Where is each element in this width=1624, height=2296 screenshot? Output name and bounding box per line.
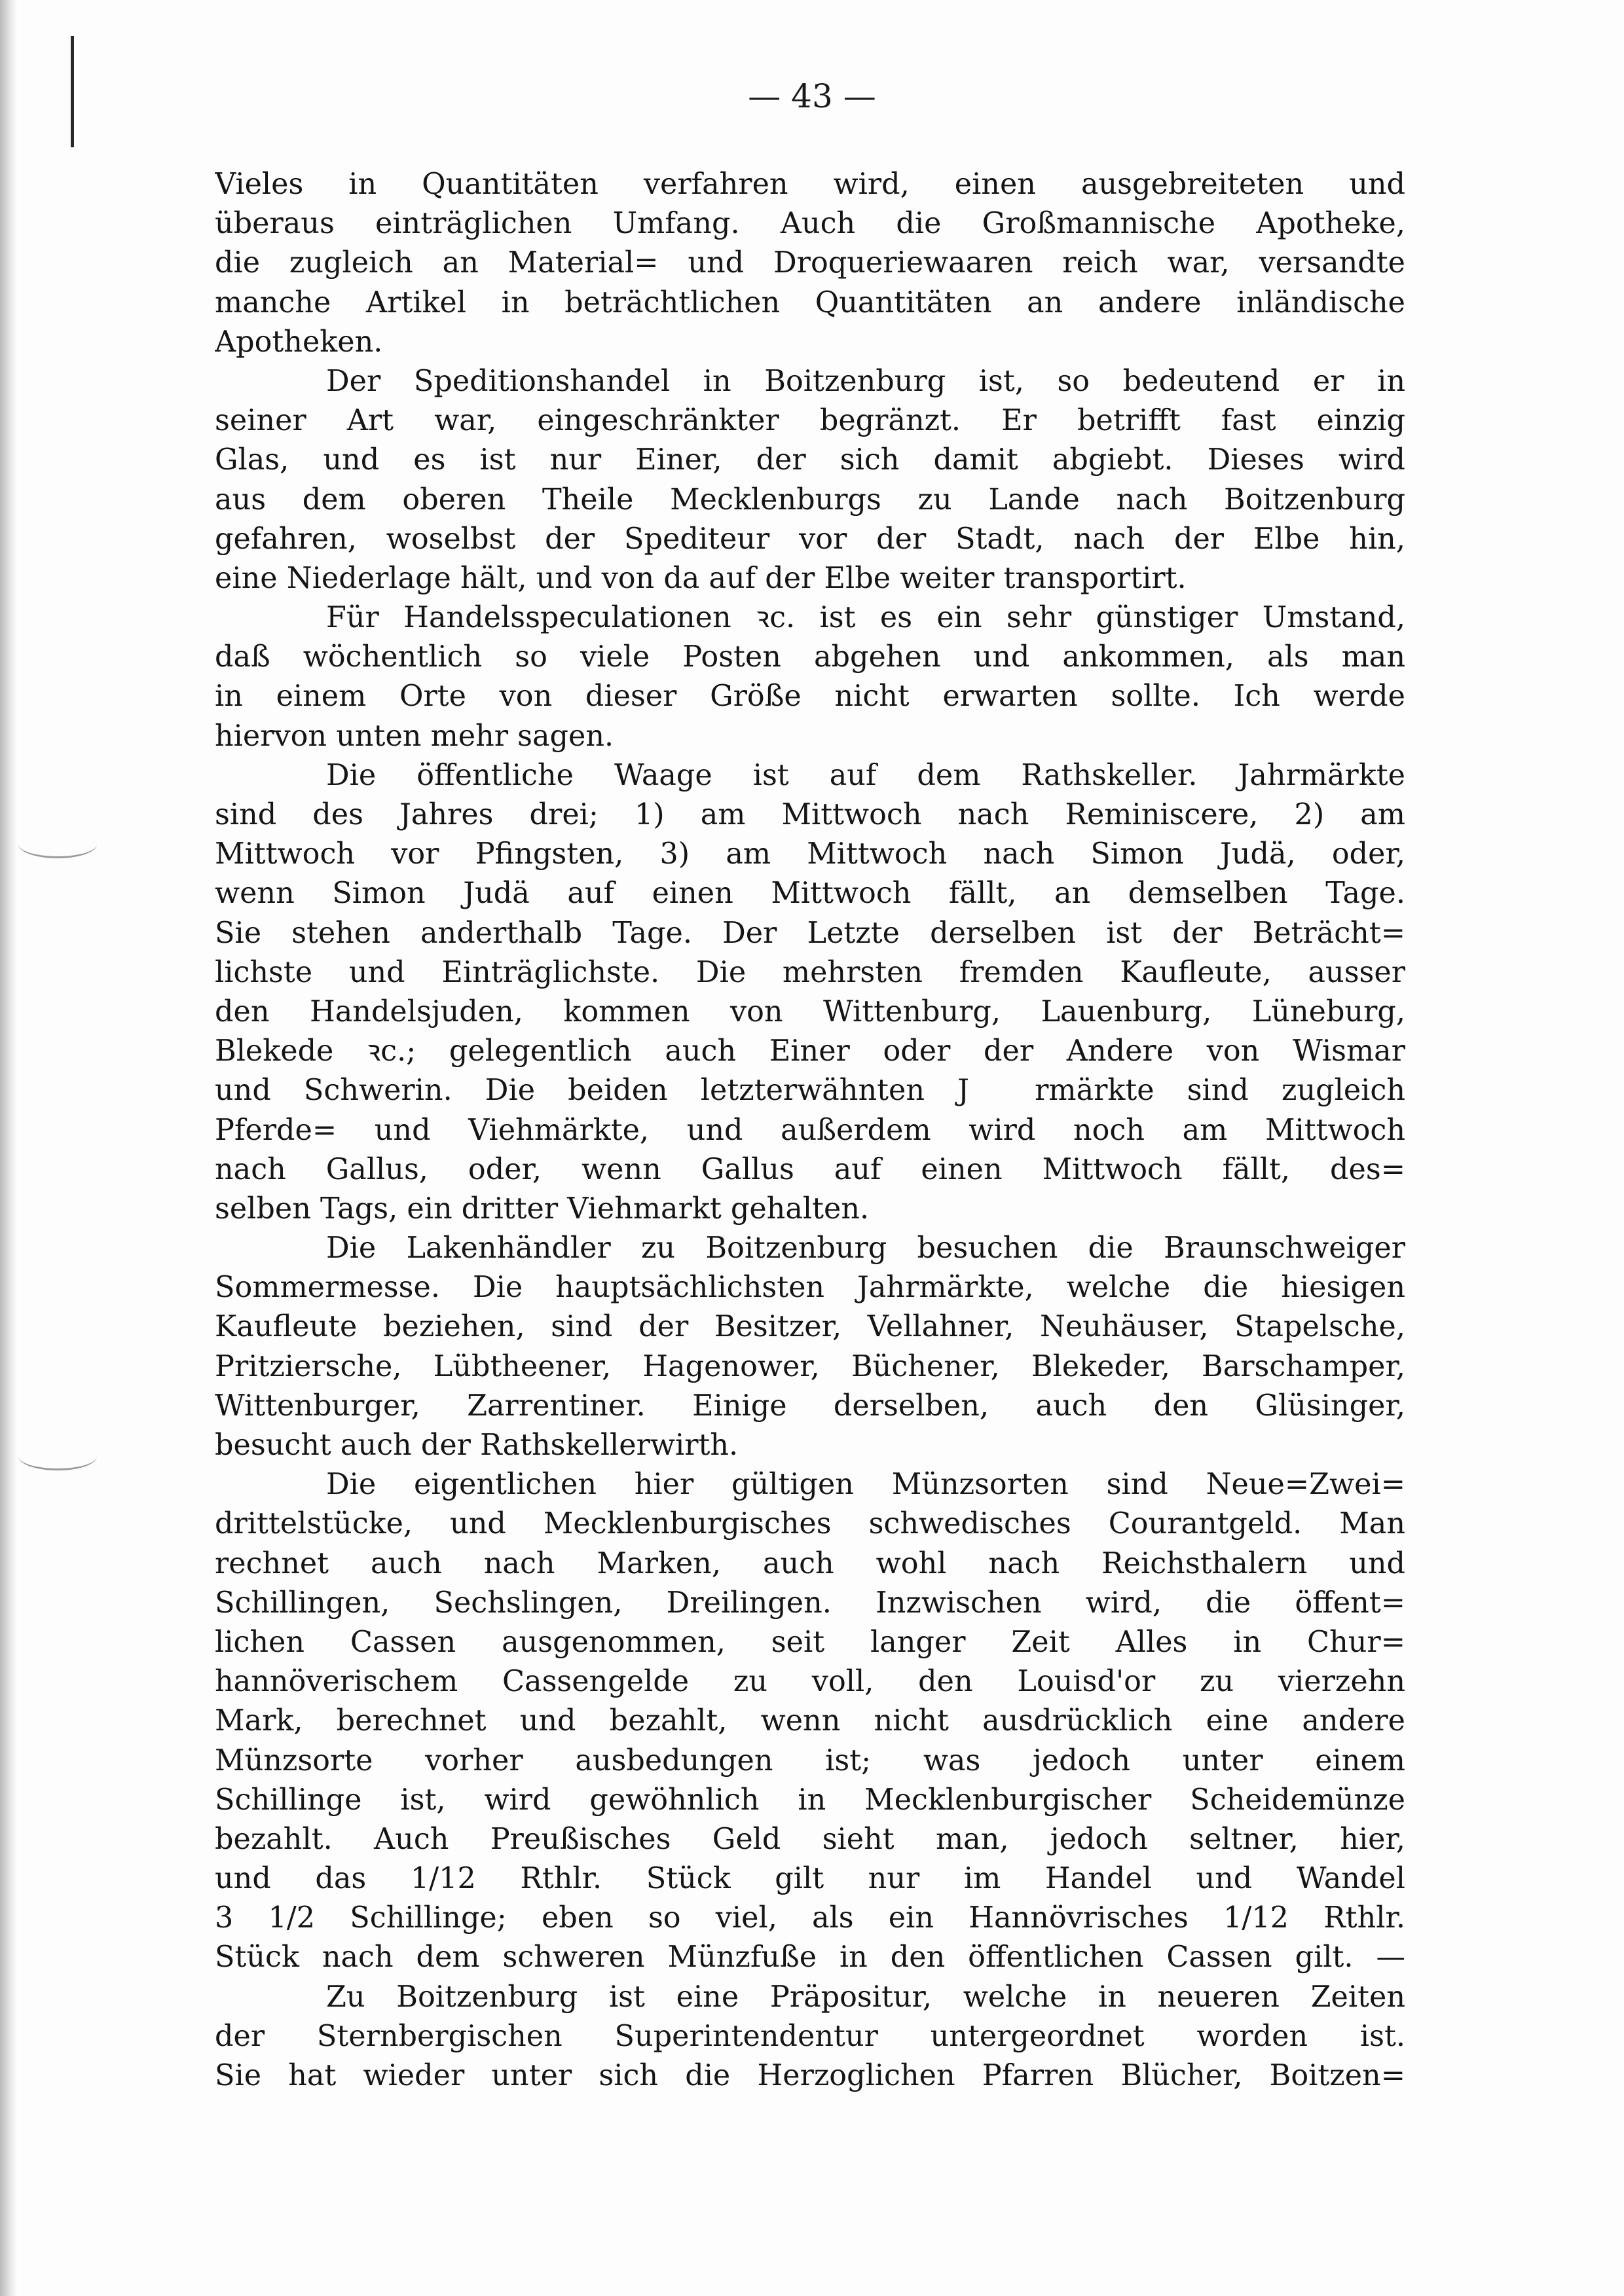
text-line: Glas, und es ist nur Einer, der sich damit abgiebt. Dieses wird (215, 443, 1405, 477)
text-line: seiner Art war, eingeschränkter begränzt. Er betrifft fast einzig (215, 404, 1405, 438)
text-line: rechnet auch nach Marken, auch wohl nach Reichsthalern und (215, 1546, 1405, 1580)
text-line: die zugleich an Material= und Droqueriewaaren reich war, versandte (215, 246, 1405, 280)
text-line: Wittenburger, Zarrentiner. Einige derselben, auch den Glüsinger, (215, 1389, 1405, 1423)
text-line: den Handelsjuden, kommen von Wittenburg, Lauenburg, Lüneburg, (215, 994, 1405, 1029)
text-line: sind des Jahres drei; 1) am Mittwoch nach Reminiscere, 2) am (215, 798, 1405, 831)
text-line: hannöverischem Cassengelde zu voll, den Louisd'or zu vierzehn (215, 1665, 1405, 1699)
text-line: Sommermesse. Die hauptsächlichsten Jahrmärkte, welche die hiesigen (215, 1271, 1405, 1305)
text-line: nach Gallus, oder, wenn Gallus auf einen Mittwoch fällt, des= (215, 1152, 1405, 1186)
text-line: Schillinge ist, wird gewöhnlich in Mecklenburgischer Scheidemünze (215, 1783, 1405, 1817)
text-line: hiervon unten mehr sagen. (215, 719, 614, 753)
text-line: und das 1/12 Rthlr. Stück gilt nur im Handel und Wandel (215, 1862, 1405, 1896)
text-line: Mittwoch vor Pfingsten, 3) am Mittwoch nach Simon Judä, oder, (215, 837, 1405, 871)
text-line: Die Lakenhändler zu Boitzenburg besuchen die Braunschweiger (326, 1231, 1405, 1266)
text-line: und Schwerin. Die beiden letzterwähnten J rmärkte sind zugleich (215, 1074, 1405, 1108)
text-line: Vieles in Quantitäten verfahren wird, einen ausgebreiteten und (215, 168, 1405, 201)
text-line: aus dem oberen Theile Mecklenburgs zu Lande nach Boitzenburg (215, 483, 1405, 517)
text-line: Zu Boitzenburg ist eine Präpositur, welche in neueren Zeiten (326, 1980, 1405, 2014)
text-line: Münzsorte vorher ausbedungen ist; was jedoch unter einem (215, 1743, 1405, 1777)
text-line: lichen Cassen ausgenommen, seit langer Zeit Alles in Chur= (215, 1625, 1405, 1659)
text-line: manche Artikel in beträchtlichen Quantitäten an andere inländische (215, 285, 1405, 319)
body-text (215, 165, 1405, 2096)
text-line: Schillingen, Sechslingen, Dreilingen. Inzwischen wird, die öffent= (215, 1586, 1405, 1620)
text-line: Apotheken. (215, 325, 383, 359)
text-line: Blekede ꝛc.; gelegentlich auch Einer oder der Andere von Wismar (215, 1034, 1405, 1068)
text-line: daß wöchentlich so viele Posten abgehen und ankommen, als man (215, 640, 1405, 674)
margin-bracket-mark (18, 1442, 97, 1470)
text-line: Sie stehen anderthalb Tage. Der Letzte derselben ist der Beträcht= (215, 916, 1405, 950)
text-line: wenn Simon Judä auf einen Mittwoch fällt, an demselben Tage. (215, 877, 1405, 911)
text-line: Stück nach dem schweren Münzfuße in den öffentlichen Cassen gilt. — (215, 1941, 1405, 1975)
margin-bracket-mark (18, 830, 97, 858)
text-line: Kaufleute beziehen, sind der Besitzer, Vellahner, Neuhäuser, Stapelsche, (215, 1310, 1405, 1344)
page-number: — 43 — (748, 77, 876, 115)
text-line: gefahren, woselbst der Spediteur vor der Stadt, nach der Elbe hin, (215, 522, 1405, 556)
text-line: eine Niederlage hält, und von da auf der Elbe weiter transportirt. (215, 561, 1187, 595)
text-line: Mark, berechnet und bezahlt, wenn nicht ausdrücklich eine andere (215, 1704, 1405, 1738)
text-line: Der Speditionshandel in Boitzenburg ist, so bedeutend er in (326, 364, 1405, 398)
text-line: selben Tags, ein dritter Viehmarkt gehalten. (215, 1192, 870, 1226)
margin-rule-mark (71, 36, 74, 147)
text-line: Sie hat wieder unter sich die Herzoglichen Pfarren Blücher, Boitzen= (215, 2059, 1405, 2092)
text-line: bezahlt. Auch Preußisches Geld sieht man, jedoch seltner, hier, (215, 1822, 1405, 1856)
text-line: der Sternbergischen Superintendentur untergeordnet worden ist. (215, 2019, 1405, 2053)
text-line: überaus einträglichen Umfang. Auch die Großmannische Apotheke, (215, 207, 1405, 241)
text-line: besucht auch der Rathskellerwirth. (215, 1429, 739, 1462)
text-line: Pritziersche, Lübtheener, Hagenower, Büchener, Blekeder, Barschamper, (215, 1349, 1405, 1383)
text-line: in einem Orte von dieser Größe nicht erwarten sollte. Ich werde (215, 680, 1405, 714)
text-line: Die eigentlichen hier gültigen Münzsorten sind Neue=Zwei= (326, 1468, 1405, 1502)
text-line: 3 1/2 Schillinge; eben so viel, als ein Hannövrisches 1/12 Rthlr. (215, 1901, 1405, 1935)
text-line: lichste und Einträglichste. Die mehrsten fremden Kaufleute, ausser (215, 955, 1405, 989)
text-line: Pferde= und Viehmärkte, und außerdem wird noch am Mittwoch (215, 1113, 1405, 1147)
scan-shadow-edge (0, 0, 17, 2296)
text-line: drittelstücke, und Mecklenburgisches schwedisches Courantgeld. Man (215, 1507, 1405, 1541)
text-line: Die öffentliche Waage ist auf dem Rathskeller. Jahrmärkte (326, 758, 1405, 792)
text-line: Für Handelsspeculationen ꝛc. ist es ein sehr günstiger Umstand, (326, 601, 1405, 635)
